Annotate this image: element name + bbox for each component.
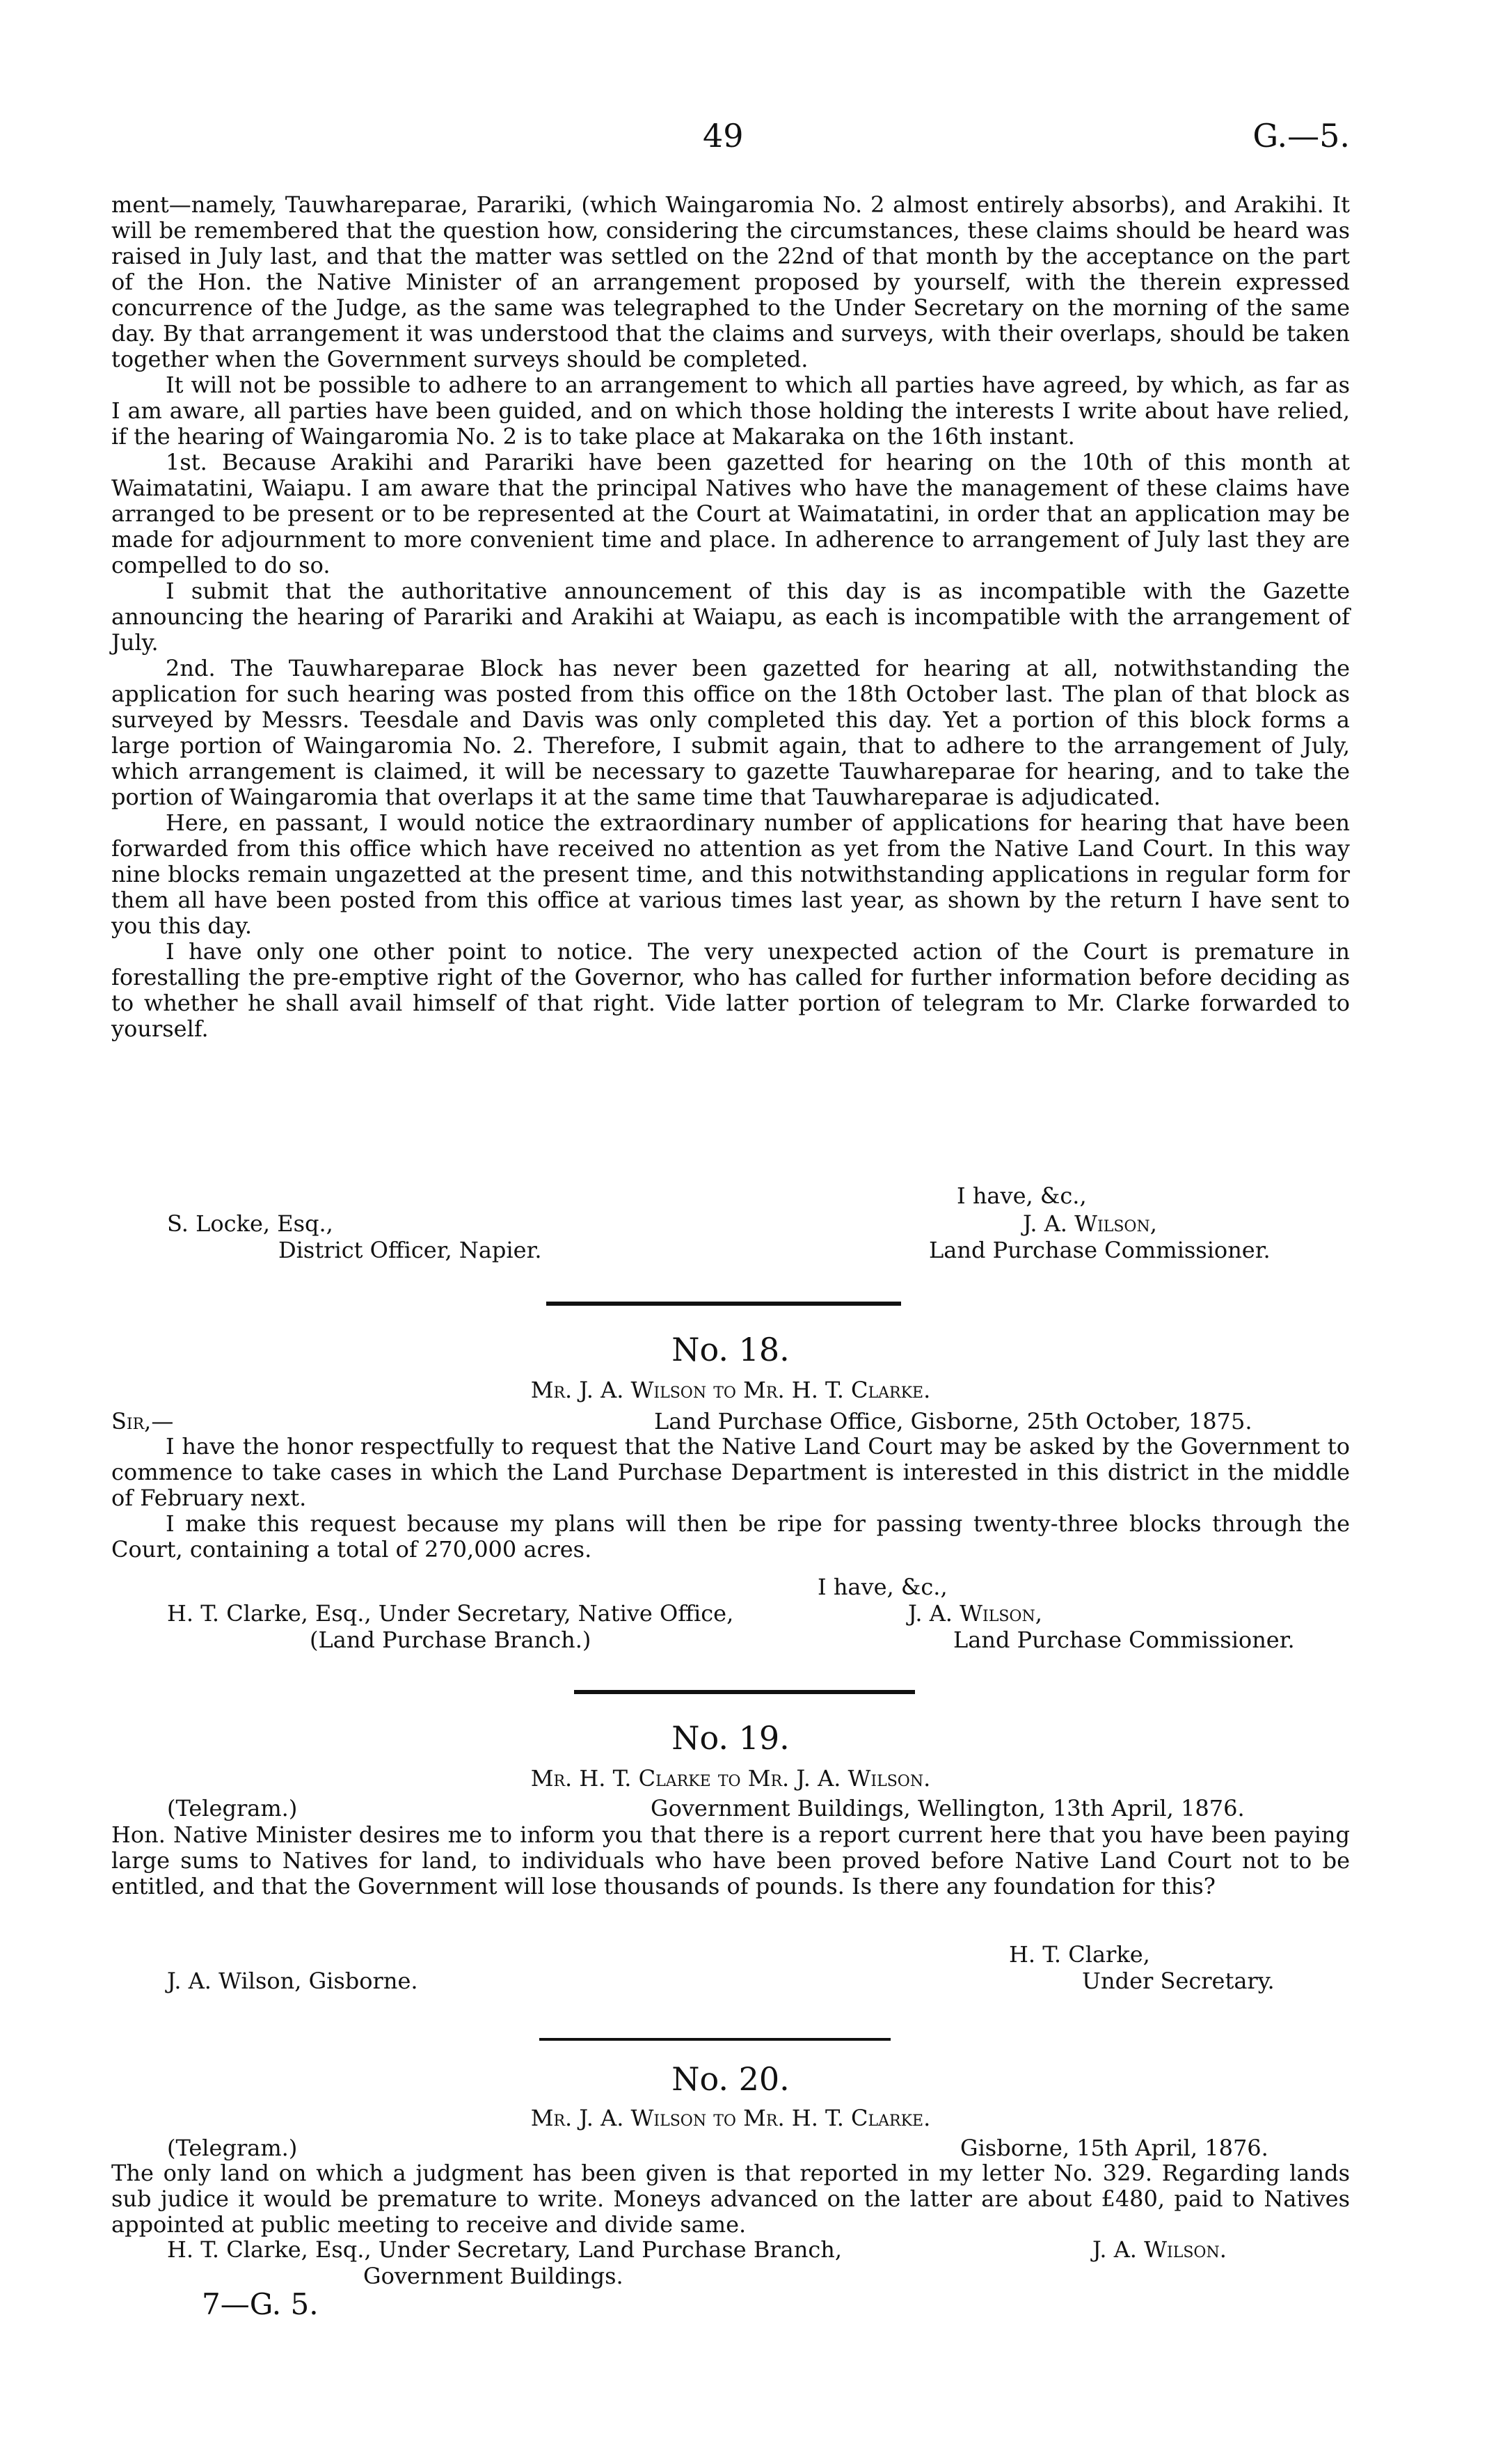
addressee: H. T. Clarke, Esq., Under Secretary, Native Office, xyxy=(167,1600,734,1627)
addressee: J. A. Wilson, Gisborne. xyxy=(167,1968,418,1994)
signature: H. T. Clarke, xyxy=(1009,1941,1150,1968)
from-to: Mr. J. A. Wilson to Mr. H. T. Clarke. xyxy=(530,1377,931,1403)
paragraph: I have the honor respectfully to request that the Native Land Court may be asked by the Government to commence to take cases in which the Land Purchase Department is interested in this district in the middle of February next. xyxy=(111,1433,1350,1511)
paragraph: Hon. Native Minister desires me to inform you that there is a report current here that you have been paying large sums to Natives for land, to individuals who have been proved before Native Land Court not to be entitled, and that the Government will lose thousands of pounds. Is there any foundation for this? xyxy=(111,1821,1350,1899)
addressee-office: District Officer, Napier. xyxy=(278,1237,542,1263)
letter-continuation xyxy=(111,192,1350,1042)
place-date: Government Buildings, Wellington, 13th April, 1876. xyxy=(651,1795,1245,1821)
signature: J. A. Wilson. xyxy=(1092,2236,1227,2263)
place-date: Land Purchase Office, Gisborne, 25th October, 1875. xyxy=(654,1408,1252,1435)
section-title: No. 19. xyxy=(671,1719,790,1757)
paragraph: 1st. Because Arakihi and Parariki have been gazetted for hearing on the 10th of this month at Waimatatini, Waiapu. I am aware that the principal Natives who have the management of these claims have arranged to be present or to be represented at the Court at Waimatatini, in order that an application may be made for adjournment to more convenient time and place. In adherence to arrangement of July last they are compelled to do so. xyxy=(111,449,1350,578)
paragraph: ment—namely, Tauwhareparae, Parariki, (which Waingaromia No. 2 almost entirely absorbs), and Arakihi. It will be remembered that the question how, considering the circumstances, these claims should be heard was raised in July last, and that the matter was settled on the 22nd of that month by the acceptance on the part of the Hon. the Native Minister of an arrangement proposed by yourself, with the therein expressed concurrence of the Judge, as the same was telegraphed to the Under Secretary on the morning of the same day. By that arrangement it was understood that the claims and surveys, with their overlaps, should be taken together when the Government surveys should be completed. xyxy=(111,191,1350,372)
letter-body xyxy=(111,1434,1350,1563)
section-title: No. 20. xyxy=(671,2060,790,2098)
page-header xyxy=(111,0,1350,181)
section-title: No. 18. xyxy=(671,1331,790,1368)
section-divider xyxy=(574,1690,915,1694)
signature-title: Land Purchase Commissioner. xyxy=(953,1627,1295,1653)
from-to: Mr. H. T. Clarke to Mr. J. A. Wilson. xyxy=(530,1765,931,1792)
from-to: Mr. J. A. Wilson to Mr. H. T. Clarke. xyxy=(530,2105,931,2131)
signature-title: Land Purchase Commissioner. xyxy=(929,1237,1271,1263)
addressee-office: Government Buildings. xyxy=(363,2263,623,2289)
closing: I have, &c., xyxy=(957,1183,1087,1209)
addressee: H. T. Clarke, Esq., Under Secretary, Land Purchase Branch, xyxy=(167,2236,843,2263)
paragraph: I make this request because my plans will then be ripe for passing twenty-three blocks through the Court, containing a total of 270,000 acres. xyxy=(111,1510,1350,1563)
page xyxy=(111,0,1350,2321)
telegram-label: (Telegram.) xyxy=(167,1795,298,1821)
section-divider xyxy=(539,2038,891,2041)
paragraph: The only land on which a judgment has been given is that reported in my letter No. 329. Regarding lands sub judice it would be premature to write. Moneys advanced on the latter are about £480, paid to Natives appointed at public meeting to receive and divide same. xyxy=(111,2160,1350,2238)
paragraph: Here, en passant, I would notice the extraordinary number of applications for hearing that have been forwarded from this office which have received no attention as yet from the Native Land Court. In this way nine blocks remain ungazetted at the present time, and this notwithstanding applications in regular form for them all have been posted from this office at various times last year, as shown by the return I have sent to you this day. xyxy=(111,809,1350,939)
salutation: Sir,— xyxy=(111,1408,174,1435)
paragraph: I have only one other point to notice. The very unexpected action of the Court is premature in forestalling the pre-emptive right of the Governor, who has called for further information before deciding as to whether he shall avail himself of that right. Vide latter portion of telegram to Mr. Clarke forwarded to yourself. xyxy=(111,938,1350,1042)
signature-title: Under Secretary. xyxy=(1082,1968,1275,1994)
paragraph: 2nd. The Tauwhareparae Block has never been gazetted for hearing at all, notwithstanding the application for such hearing was posted from this office on the 18th October last. The plan of that block as surveyed by Messrs. Teesdale and Davis was only completed this day. Yet a portion of this block forms a large portion of Waingaromia No. 2. Therefore, I submit again, that to adhere to the arrangement of July, which arrangement is claimed, it will be necessary to gazette Tauwhareparae for hearing, and to take the portion of Waingaromia that overlaps it at the same time that Tauwhareparae is adjudicated. xyxy=(111,655,1350,810)
signature-mark: 7—G. 5. xyxy=(202,2287,319,2321)
telegram-body xyxy=(111,2160,1350,2238)
telegram-label: (Telegram.) xyxy=(167,2135,298,2161)
page-number: 49 xyxy=(703,117,744,155)
paragraph: I submit that the authoritative announcement of this day is as incompatible with the Gazette announcing the hearing of Parariki and Arakihi at Waiapu, as each is incompatible with the arrangement of July. xyxy=(111,578,1350,656)
addressee: S. Locke, Esq., xyxy=(167,1210,333,1237)
document-code: G.—5. xyxy=(1252,117,1350,155)
place-date: Gisborne, 15th April, 1876. xyxy=(960,2135,1268,2161)
signature: J. A. Wilson, xyxy=(908,1600,1042,1627)
paragraph: It will not be possible to adhere to an arrangement to which all parties have agreed, by which, as far as I am aware, all parties have been guided, and on which those holding the interests I write about have relied, if the hearing of Waingaromia No. 2 is to take place at Makaraka on the 16th instant. xyxy=(111,372,1350,450)
closing: I have, &c., xyxy=(818,1574,948,1600)
telegram-body xyxy=(111,1822,1350,1899)
addressee-office: (Land Purchase Branch.) xyxy=(310,1627,591,1653)
section-divider xyxy=(546,1302,901,1306)
signature: J. A. Wilson, xyxy=(1023,1210,1157,1237)
